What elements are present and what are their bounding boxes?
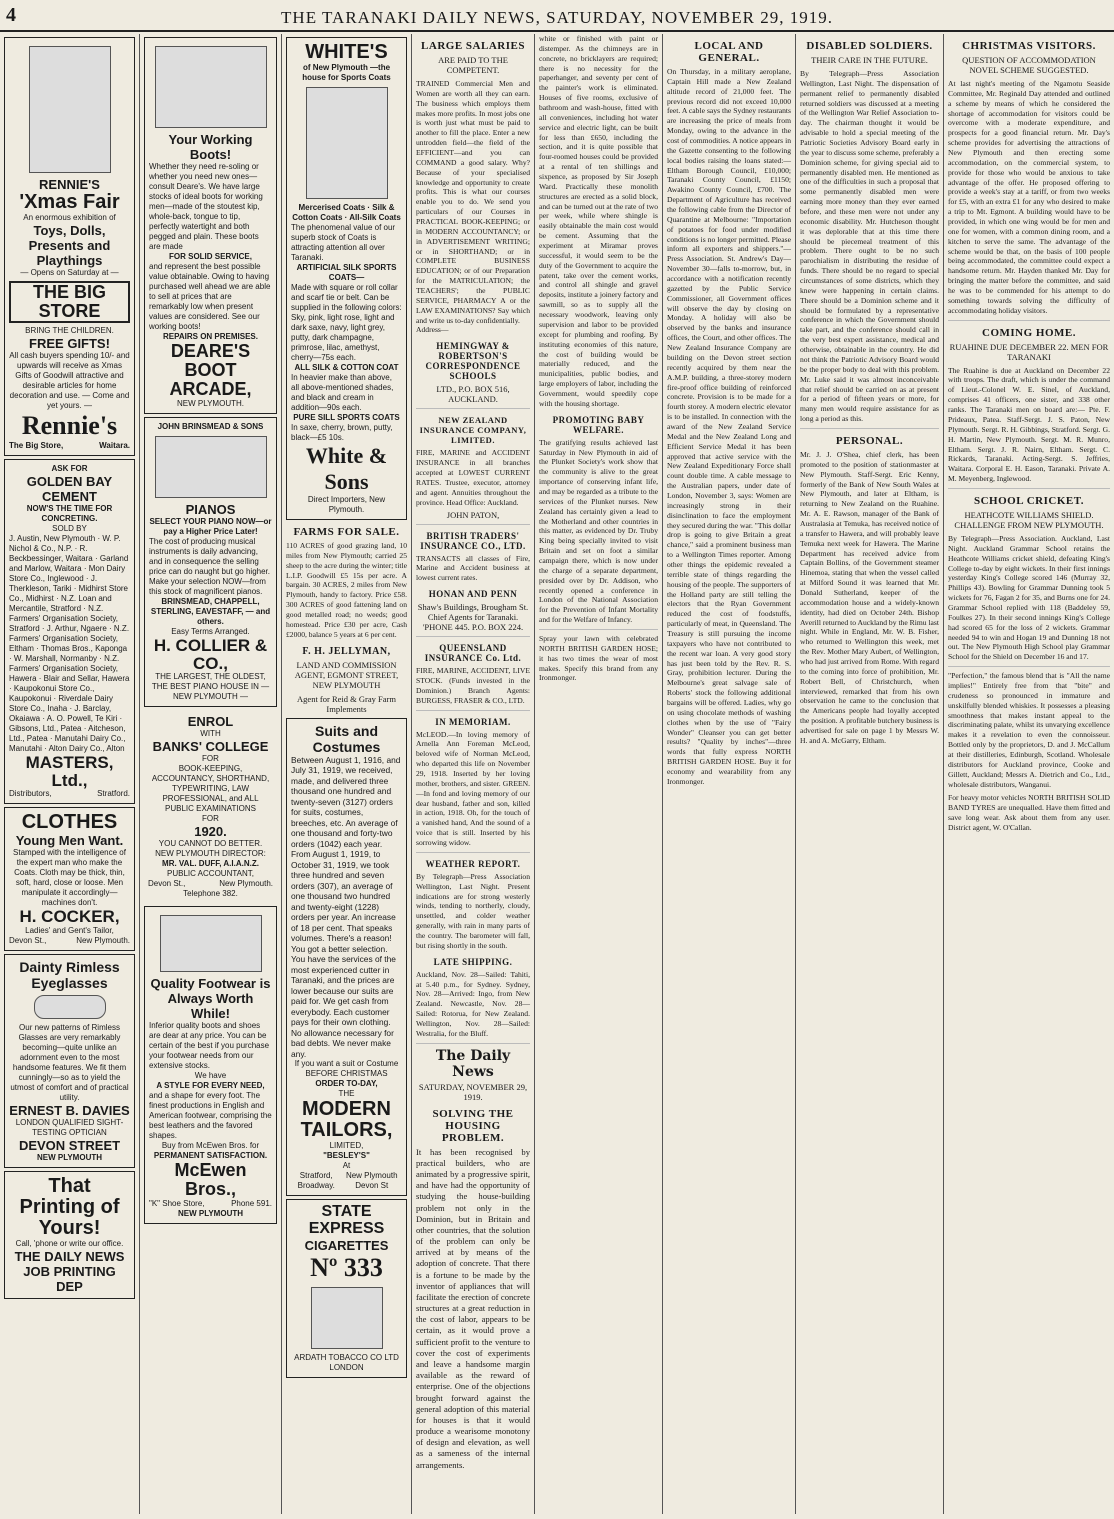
banks-text: BOOK-KEEPING, ACCOUNTANCY, SHORTHAND, TYPEWRITING, LAW PROFESSIONAL, and ALL PUBLIC EXAMINATIONS [151, 764, 270, 814]
newspaper-title: THE TARANAKI DAILY NEWS, SATURDAY, NOVEMBER 29, 1919. [281, 8, 833, 27]
pianos-brand: JOHN BRINSMEAD & SONS [157, 421, 264, 431]
state-express-ad [286, 1199, 407, 1378]
large-salaries-sub: ARE PAID TO THE COMPETENT. [438, 55, 508, 75]
divider [948, 666, 1110, 667]
weather-heading: WEATHER REPORT. [425, 858, 521, 869]
honan-name: HONAN AND PENN [428, 589, 518, 600]
modern-ltd: LIMITED, [329, 1141, 364, 1151]
christmas-visitors-heading: CHRISTMAS VISITORS. [962, 40, 1096, 52]
duff-sub: PUBLIC ACCOUNTANT, [167, 869, 254, 879]
divider [948, 320, 1110, 321]
column-1 [0, 34, 140, 1514]
banks-ad [144, 710, 277, 903]
divider [800, 428, 939, 429]
cement-name: GOLDEN BAY CEMENT [26, 473, 113, 504]
school-cricket-text: By Telegraph—Press Association. Auckland, Last Night. Auckland Grammar School retains the Heathcote Williams cricket shield, defeating King's College to-day by eight wickets. In their first innings yesterday King's College scored 146 (Murray 32, Phillips 43). Bowling for Grammar Dunning took 5 wickets for 76, Fagan 2 for 35, and Burns one for 24. Grammar School replied with 118 (Baddeley 59, Foulkes 27). In their second innings King's College had scored 65 for the loss of 2 wickets. Grammar needed 94 to win and Hogan 19 and Dunning 18 not out. The New Plymouth High School play Grammar School for the Shield on December 16 and 17. [948, 533, 1110, 662]
cement-now: NOW'S THE TIME FOR CONCRETING. [26, 503, 113, 523]
solving-housing-heading: SOLVING THE HOUSING PROBLEM. [432, 1107, 514, 1144]
clothes-title: CLOTHES [21, 811, 118, 834]
rennie-name: RENNIE'S [39, 177, 100, 192]
enrol-with: WITH [200, 729, 221, 739]
mcewen-np: NEW PLYMOUTH [177, 1209, 244, 1219]
pianos-terms: Easy Terms Arranged. [171, 626, 250, 636]
whites-foot: Direct Importers, New Plymouth. [307, 495, 386, 514]
shipping-heading: LATE SHIPPING. [433, 956, 513, 967]
baby-welfare-heading: PROMOTING BABY WELFARE. [552, 414, 645, 435]
boots-repair: REPAIRS ON PREMISES. [163, 332, 258, 341]
cigarettes-label: CIGARETTES [304, 1237, 389, 1253]
whites-text2: Made with square or roll collar and scarf tie or belt. Can be supplied in the following colors: Sky, pink, light rose, light and dark saxe, navy, light grey, putty, dark champagne, primrose, lilac, amethyst, cherry—75s each. [291, 283, 402, 362]
duff-tel: Telephone 382. [183, 889, 238, 899]
duff-footer [148, 879, 273, 889]
modern-right: New Plymouth Devon St [345, 1171, 398, 1191]
tailors-ad [286, 718, 407, 1197]
farms-text: 110 ACRES of good grazing land, 10 miles from New Plymouth; carried 25 sheep to the acre during the winter; title L.I.P. Goodwill £5 15s per acre. A bargain. 30 ACRES, 2 miles from New Plymouth, handy to factory. Price £58. 300 ACRES of good fattening land on good metalled road; no weeds; good homestead. Price £30 per acre, Cash £2000, balance 5 years at 6 per cent. [286, 541, 407, 639]
duff-left: Devon St., [148, 879, 186, 889]
masters-footer [9, 789, 130, 799]
disabled-soldiers-heading: DISABLED SOLDIERS. [806, 40, 933, 52]
school-cricket-heading: SCHOOL CRICKET. [974, 494, 1084, 507]
queensland-heading: QUEENSLAND INSURANCE Co. Ltd. [424, 643, 522, 664]
clothes-ad [4, 807, 135, 951]
davies-sub: LONDON QUALIFIED SIGHT-TESTING OPTICIAN [15, 1118, 124, 1138]
whites-art: ARTIFICIAL SILK SPORTS COATS— [296, 263, 397, 282]
masthead [0, 0, 1114, 32]
whites-pure: PURE SILL SPORTS COATS [293, 413, 400, 422]
santa-illustration [29, 46, 111, 173]
modern-besley: "BESLEY'S" [323, 1151, 370, 1161]
personal-text: Mr. J. J. O'Shea, chief clerk, has been promoted to the position of stationmaster at New Plymouth. Staff-Sergt. Eric Kenny, formerly of the Bank of New South Wales at New Plymouth, and later at Eltham, is returning to New Zealand on the Ruahine. Mr. A. E. Rawson, manager of the Bank of Australasia at Temuka, has received notice of a transfer to Hawera, and will probably leave Temuka next week for Hawera. The Marine Department has received advice from Captain Bollins, of the Government steamer Hinemoa, stating that when the vessel called at Milford Sound it was learned that Mr. Donald Sutherland, keeper of the accommodation house and a widely-known identity, had died on October 24th. Bishop Averill returned to Auckland by the Rimu last night. While in England, Mr. W. B. Fisher, who returned to Wellington this week, met the Rev. Mother Mary Aubert, of Wellington, who had just arrived from Rome. With regard to the coming into force of prohibition, Mr. Robert Bell, of Christchurch, when interviewed, remarked that from his own observation he came to the conclusion that the Americans people had loyally accepted the position. A profitable butchery business is advertised for sale on page 1 by Messrs W. H. and A. McGarry, Eltham. [800, 449, 939, 745]
boots-text: Whether they need re-soling or whether you need new ones—consult Deare's. We have large stocks of ideal boots for working men—made of the stoutest kip, whole-back, tongue to tip, perfectly watertight and both pegged and plain. These boots are made [149, 162, 263, 251]
banks-director: NEW PLYMOUTH DIRECTOR: [155, 849, 266, 859]
boots-solid: FOR SOLID SERVICE, [169, 252, 252, 261]
disabled-soldiers-text: By Telegraph—Press Association Wellington, Last Night. The dispensation of permanent relief to permanently disabled returned soldiers was discussed at a meeting of the Wellington War Relief Association to-day. The chairman thought it would be advisable to hold a special meeting of the Patriotic Societies Advisory Board early in the year to discuss some scheme, preferably a Dominion scheme, for giving special aid to permanently disabled men. He mentioned as one of the difficulties in such a proposal that some permanently disabled men were earning more money than they ever earned before, and these men were not under any economic disability. Mr. Hutcheson thought it was deplorable that at this time there should be piecemeal treatment of this problem. There ought to be no such parochialism in distributing the residue of funds. There should be no regard to special circumstances of some districts, which they knew were happening in certain claims. There should be a Dominion scheme and it should be formulated by a representative conference in which the Government should take part, and the conference should call in the very best expert assistance, medical and otherwise, obtainable in the country. He did not think the Patriotic Advisory Board would be the proper body to deal with this problem. Mr. Luke said it was almost inconceivable that relief should be carried on as at present for a period of fifteen years or more, for many men would require assistance for as long a period as this. [800, 69, 939, 424]
pianos-title: PIANOS [185, 501, 236, 517]
jellyman-sub: LAND AND COMMISSION AGENT, EGMONT STREET, NEW PLYMOUTH [294, 659, 399, 690]
weather-text: By Telegraph—Press Association Wellington, Last Night. Present indications are for strong westerly winds, tending to northerly, cloudy, unsettled, and colder weather generally, with rain in many parts of the country. The barometer will fall, but rising shortly in the south. [416, 871, 530, 950]
jellyman-agent: Agent for Reid & Gray Farm Implements [297, 693, 396, 714]
divider [416, 710, 530, 711]
personal-heading: PERSONAL. [835, 434, 904, 447]
piano-illustration [155, 436, 267, 498]
hemingway-sub: LTD., P.O. BOX 516, AUCKLAND. [436, 384, 510, 405]
footwear-perm: PERMANENT SATISFACTION. [153, 1151, 268, 1161]
cocker-sub: Ladies' and Gent's Tailor, [25, 926, 114, 936]
footwear-text2: and a shape for every foot. The finest productions in English and American footwear, comprising the best leathers and the favored shapes. [149, 1091, 272, 1141]
cement-sold: SOLD BY [52, 523, 87, 533]
christmas-visitors-text: At last night's meeting of the Ngamotu Seaside Committee, Mr. Reginald Day attended and outlined a scheme by means of which he considered the shortage of accommodation for visitors could be overcome with a moderate expenditure, and prospects for a good financial return. Mr. Day's scheme provides for advertising the attractions of New Plymouth and then erecting some accommodation, on the commercial system, to provide for those who would be anxious to take advantage of the offer. He proposed offering to provide a week's stay at a tariff, or from two weeks for £5, with an extra £1 for any who desired to make a trip to Mt. Egmont. A building would have to be provided, in which one wing would be for men and one for women, with a common dining room, and a kitchen to serve the same. The advantage of the scheme would be that, on the basis of 100 people being accommodated, the committee could expect a handsome return. Mr. Hayden thanked Mr. Day for bringing the matter before the committee, and said he was to be commended for his attempt to do something towards solving the difficulty of accommodating holiday visitors. [948, 79, 1110, 315]
suits-text: Between August 1, 1916, and July 31, 1919, we received, made, and delivered three thousand one hundred and twenty-seven (3127) orders for suits, costumes, breeches, etc. An average of one thousand and forty-two orders (1042) each year. From August 1, 1919, to October 31, 1919, we took three hundred and seven orders (307), an average of one thousand two hundred and twenty-eight (1228) orders per year. An increase of 18 per cent. That speaks volumes. There's a reason! You got a better selection. You have the services of the most experienced cutter in Taranaki, and the prices are lower because our suits are paid for. We get cash from everybody. Each customer pays for their own clothing. No allowance necessary for bad debts. We never make any. [291, 754, 401, 1059]
mcewen-left: "K" Shoe Store, [149, 1199, 205, 1209]
masters-name: MASTERS, Ltd., [25, 752, 114, 790]
state-express-title: STATE EXPRESS [308, 1203, 385, 1237]
davies-name: ERNEST B. DAVIES [9, 1103, 130, 1119]
cocker-right: New Plymouth. [76, 936, 130, 946]
large-salaries-heading: LARGE SALARIES [421, 40, 525, 52]
column-5 [535, 34, 663, 1514]
nz-insurance-text: FIRE, MARINE and ACCIDENT INSURANCE in all branches accepted at LOWEST CURRENT RATES. Trustee, executor, attorney and agent. Annuities throughout the province. Head Office: Auckland. [416, 448, 530, 507]
large-salaries-address: Address— [416, 325, 449, 335]
collier-sub: THE LARGEST, THE OLDEST, THE BEST PIANO HOUSE IN — NEW PLYMOUTH — [151, 672, 270, 702]
dainty-title: Dainty Rimless Eyeglasses [19, 959, 120, 992]
rennie-bring: BRING THE CHILDREN. [25, 325, 114, 335]
no333-label: Nº 333 [310, 1252, 383, 1282]
rennie-fair: 'Xmas Fair [19, 191, 120, 213]
disabled-soldiers-sub: THEIR CARE IN THE FUTURE. [811, 55, 928, 65]
boots-ad [144, 37, 277, 414]
banks-name: BANKS' COLLEGE [152, 739, 269, 755]
shipping-text: Auckland, Nov. 28—Sailed: Tahiti, at 5.40 p.m., for Sydney. Sydney, Nov. 28—Arrived: Ingo, from New Zealand. Newcastle, Nov. 28—Sailed: Rotorua, for New Zealand. Wellington, Nov. 28—Sailed: Westralia, for the Bluff. [416, 969, 530, 1038]
mcewen-footer [149, 1199, 272, 1209]
davies-np: NEW PLYMOUTH [36, 1153, 103, 1163]
farms-heading: FARMS FOR SALE. [293, 526, 400, 538]
nz-insurance-heading: NEW ZEALAND INSURANCE COMPANY, LIMITED. [419, 415, 527, 446]
whites-title: WHITE'S [305, 41, 388, 63]
solid-tyres-text: For heavy motor vehicles NORTH BRITISH SOLID BAND TYRES are unequalled. Have them fitted and save long wear. Ask about them from any user. District agent, W. O'Callan. [948, 793, 1110, 832]
perfection-whisky-text: "Perfection," the famous blend that is "All the name implies!" Entirely free from that "bite" and crudeness so pronounced in immature and unskilfully blended whiskies. It possesses a pleasing smoothness that makes instant appeal to the discriminating palate, whilst its unvarying excellence makes it a revelation to even the connoisseur. Bottled only by the proprietors, D. and J. McCallum at their distilleries, Edinburgh, Scotland. Wholesale distributors for Auckland province, Cooke and Gillett, Auckland; Messrs A. Dietrich and Co., Ltd., wholesale distributors, Wanganui. [948, 671, 1110, 789]
rennie-gifts-text: All cash buyers spending 10/- and upwards will receive as Xmas Gifts of Goodwill attractive and desirable articles for home decoration and use. — Come and yet yours. — [9, 350, 130, 410]
duff-name: MR. VAL. DUFF, A.I.A.N.Z. [162, 859, 259, 869]
boots-text2: and represent the best possible value obtainable. Owing to having purchased well ahead we are able to sell at prices that are remarkably low when present values are considered. See our working boots! [149, 262, 271, 331]
large-salaries-text: TRAINED Commercial Men and Women are worth all they can earn. The business which employs them makes more profits. In most jobs one is worth just what must be paid to another to fill the place. Enter a new untrodden field—the field of the EFFICIENT—and you can COMMAND a good salary. Why? Because of your specialised knowledge and opportunity to create profits. This is what our courses enable you to do. We send you particulars of our Courses in PRACTICAL BOOK-KEEPING; or in MODERN ACCOUNTANCY; or in ADVERTISEMENT WRITING; or in SHORTHAND; or in COMPLETE BUSINESS EDUCATION; or of our Preparation for the MATRICULATION; the TEACHERS'; the PUBLIC SERVICE, PHARMACY A or the LAW EXAMINATIONS? Say which and write us to-day confidentially. [416, 79, 530, 325]
whites-items: Mercerised Coats · Silk & Cotton Coats · All-Silk Coats [292, 203, 401, 222]
whites-sub: of New Plymouth —the house for Sports Coats [302, 63, 391, 82]
whites-cotton: ALL SILK & COTTON COAT [294, 363, 399, 372]
jellyman-name: F. H. JELLYMAN, [302, 645, 391, 657]
masters-right: Stratford. [97, 789, 130, 799]
divider [539, 629, 658, 630]
school-cricket-sub: HEATHCOTE WILLIAMS SHIELD. CHALLENGE FROM NEW PLYMOUTH. [954, 509, 1104, 530]
divider [948, 488, 1110, 489]
honan-sub: Shaw's Buildings, Brougham St. Chief Agents for Taranaki. 'PHONE 445. P.O. BOX 224. [417, 602, 529, 633]
boots-heading: Your Working Boots! [168, 132, 253, 162]
divider [416, 1043, 530, 1044]
clothes-text: Stamped with the intelligence of the expert man who make the Coats. Cloth may be thick, thin, soft, hard, close or loose. Men manipulate it accordingly— machines don't. [13, 848, 126, 908]
davies-street: DEVON STREET [18, 1138, 121, 1154]
eyeglasses-illustration [34, 995, 106, 1019]
page-number: 4 [6, 4, 16, 26]
column-3 [282, 34, 412, 1514]
daily-news-date: SATURDAY, NOVEMBER 29, 1919. [418, 1081, 528, 1102]
whites-text3: In heavier make than above, all above-mentioned shades, and black and cream in addition—90s each. [291, 373, 394, 412]
cement-ask: ASK FOR [51, 463, 88, 473]
deare-name: DEARE'S BOOT ARCADE, [169, 341, 252, 399]
deare-np: NEW PLYMOUTH. [177, 398, 244, 408]
british-traders-heading: BRITISH TRADERS' INSURANCE CO., LTD. [420, 530, 526, 551]
footwear-have: We have [194, 1071, 227, 1081]
modern-footer [291, 1171, 402, 1191]
collier-name: H. COLLIER & CO., [153, 635, 268, 673]
pianos-brands: BRINSMEAD, CHAPPELL, STERLING, EAVESTAFF, — and others. [150, 596, 271, 626]
whites-logo: White & Sons [305, 443, 388, 494]
local-general-text: On Thursday, in a military aeroplane, Captain Hill made a New Zealand altitude record of 21,000 feet. The previous record did not exceed 10,000 feet. A cable says the Sydney restaurants are increasing the price of meals from Monday, owing to the advance in the cost of commodities. A notice appears in the Gazette consenting to the following local bodies raising the loans stated:—Eltham Borough Council, £10,000; Taranaki County Council, £1150; Awakino County Council, £700. The Department of Agriculture has received the following cable from the Director of Quarantine at Melbourne: "Importation of potatoes for food under modified conditions is no longer permitted. Please inform all exporters and shippers."—Press Association. St. Andrew's Day—November 30—falls to-morrow, but, in accordance with a notification recently gazetted by the Public Service Commissioner, all Government offices will observe the day by closing on Monday. A holiday will also be observed by the banks and insurance offices, the Court, and other offices. The New Zealand Insurance Company are building on the Devon street section recently acquired by them near the A.M.P. building, a three-storey modern fire-proof office building of reinforced concrete. Provision is to be made for a fourth storey. A modern electric elevator is to be installed. In connection with the award of the New Zealand Service Medal and the New Zealand Long and Efficient Service Medal it has been approved that active service with the New Zealand Expeditionary Force shall count double time. A cable message to the Australian papers, under date of London, November 3, says: Women are increasingly strong in their disinclination to face the employment they secured during the war. "This dollar drop is going to give Britain a great chance," said a prominent business man to a Wellington Times reporter. Among other things the epidemic revealed a terrible state of things regarding the housing of the people. The supporters of the Holland party are still telling the electors that the Ryan Government reduced the cost of foodstuffs, particularly of meat, in Queensland. The Treasury is still pursuing the income taxpayers who have not contributed to the recent war loan. A very good story has just been told by the Rev. R. S. Gray, prohibition lecturer. During the Melbourne's great salvage sale of Roberts' stock the following additional bargains will be offered. Ladies, why go on using chocolate methods of washing clothes when by the use of "Fairy Wonder" Cleanser you can get better results? "Quality by inches"—three words that fully express NORTH BRITISH GARDEN HOSE. Buy it for economy and wearability from any Ironmonger. [667, 67, 791, 786]
modern-at: At [342, 1161, 351, 1171]
rennie-opens: — Opens on Saturday at — [20, 268, 119, 277]
memoriam-text: McLEOD.—In loving memory of Arnella Ann Foreman McLeod, beloved wife of Norman McLeod, who departed this life on November 29, 1918. Inserted by her loving mother, brothers, and sister. GREEN.—In fond and loving memory of our dear husband, father and son, killed in action, 1918. Oh, for the touch of a vanished hand, And the sound of a voice that is still. Inserted by his sorrowing widow. [416, 729, 530, 847]
rennie-store: THE BIG STORE [9, 281, 130, 323]
boots-illustration [155, 46, 267, 128]
printing-dn: THE DAILY NEWS [14, 1249, 125, 1265]
enrol: ENROL [187, 714, 234, 730]
baby-welfare-text: The gratifying results achieved last Saturday in New Plymouth in aid of the Plunket Society's work show that the community is alive to the great importance of conserving infant life, and may be regarded as a tribute to the services of the Plunket nurses. New Zealand has certainly given a lead to the Motherland and other countries in this matter, as evidenced by Dr. Truby King being specially invited to visit Britain and set on foot a similar campaign there, which is now under the charge of a separate department, presided over by Dr. Addison, who recently opened a conference in London of the National Association for the Prevention of Infant Mortality and for the Welfare of Infancy. [539, 437, 658, 625]
banks-for: FOR [202, 754, 219, 764]
christmas-visitors-sub: QUESTION OF ACCOMMODATION NOVEL SCHEME SUGGESTED. [962, 55, 1096, 75]
coat-illustration [306, 87, 388, 199]
whites-ad [286, 37, 407, 520]
ardath-label: ARDATH TOBACCO CO LTD LONDON [294, 1352, 399, 1372]
mcewen-right: Phone 591. [231, 1199, 272, 1209]
rennie-logo: Rennie's [21, 410, 118, 440]
suits-heading: Suits and Costumes [312, 722, 381, 755]
footwear-heading: Quality Footwear is Always Worth While! [150, 976, 271, 1022]
pianos-text: The cost of producing musical instruments is daily advancing, and in consequence the selling price can do naught but go higher. Make your selection NOW—from this stock of magnificent pianos. [149, 536, 270, 596]
rennie-text: An enormous exhibition of [23, 213, 116, 222]
suits-order: ORDER TO-DAY, [315, 1079, 378, 1089]
cocker-name: H. COCKER, [19, 907, 120, 927]
column-4 [412, 34, 535, 1514]
rennie-gifts: FREE GIFTS! [29, 335, 110, 351]
modern-name: MODERN TAILORS, [300, 1098, 393, 1142]
coming-home-sub: RUAHINE DUE DECEMBER 22. MEN FOR TARANAKI [949, 341, 1109, 362]
coming-home-heading: COMING HOME. [982, 326, 1076, 339]
banks-cannot: YOU CANNOT DO BETTER. [158, 839, 263, 849]
column-2 [140, 34, 282, 1514]
pianos-ad [144, 417, 277, 708]
housing-continued-text: white or finished with paint or distemper. As the chimneys are in concrete, no bricklayers are required; there is no necessity for the paperhanger, and seventy per cent of the painter's work is eliminated. Houses of five rooms, exclusive of bathroom and wash-house, fitted with all conveniences, including hot water service and electric light, can be built for less than £650, including the section, and it is quite possible that four-roomed houses could be provided at a rental of ten shillings and sixpence, as proposed by Sir Joseph Ward. Practically these monolith structures are erected as a solid block, and can be turned out at the rate of two per week, while where shingle is easily obtainable the main cost would be cement. Assuming that the experiment at Miramar proves successful, it would seem to be the duty of the Government to acquire the patent, take over the cement works, and control all shingle and gravel deposits, institute a joinery factory and sawmill, so as to supply all the necessary woodwork, leaving only supervision and labor to be provided except for plumbing and roofing. By instituting economies of this nature, the cost of building would be materially reduced, and the municipalities, public bodies, and large employers of labor, including the Government, would speedily cope with the housing shortage. [539, 34, 658, 408]
rennie-foot-right: Waitara. [99, 440, 130, 450]
whites-text: The phenomenal value of our superb stock of Coats is attracting attention all over Taranaki. [291, 223, 396, 262]
rennie-footer [9, 441, 130, 451]
rennie-foot-left: The Big Store, [9, 440, 64, 450]
rennie-toys: Toys, Dolls, Presents and Playthings [28, 223, 111, 268]
banks-for2: FOR [202, 814, 219, 824]
printing-job: JOB PRINTING DEP [23, 1264, 116, 1295]
printing-call: Call, 'phone or write our office. [15, 1239, 124, 1249]
garden-hose-text: Spray your lawn with celebrated NORTH BRITISH GARDEN HOSE; it has two times the wear of most makes. Specify this brand from any Ironmonger. [539, 633, 658, 683]
modern-left: Stratford, Broadway. [297, 1171, 335, 1191]
hemingway-name: HEMINGWAY & ROBERTSON'S CORRESPONDENCE SCHOOLS [425, 341, 521, 382]
masters-left: Distributors, [9, 789, 52, 799]
clothes-sub: Young Men Want. [15, 833, 124, 849]
banks-year: 1920. [194, 824, 227, 840]
rennie-ad [4, 37, 135, 456]
divider [416, 524, 530, 525]
column-6 [663, 34, 796, 1514]
printing-title: That Printing of Yours! [19, 1175, 120, 1240]
nz-insurance-paton: JOHN PATON, [446, 509, 500, 520]
eyeglasses-ad [4, 954, 135, 1168]
divider [416, 636, 530, 637]
solving-housing-text: It has been recognised by practical builders, who are animated by a progressive spirit, and have had the opportunity of studying the house-building problem not only in the Dominion, but in Britain and other countries, that the solution of the problem can only be arrived at by means of the adoption of concrete. That there is a fortune to be made by the inventor of appliances that will facilitate the erection of concrete structures at a great reduction in the cost of labor, appears to be certain, as it would prove a sufficient profit to the venture to cover the cost of experiments and leave a handsome margin available as the reward of enterprise. One of the objections brought forward against the general adoption of this material for houses is that it would produce a wearisome monotony of design and elevation, as well as a sameness of the internal arrangements. [416, 1146, 530, 1470]
divider [416, 408, 530, 409]
british-traders-text: TRANSACTS all classes of Fire, Marine and Accident business at lowest current rates. [416, 553, 530, 583]
duff-right: New Plymouth. [219, 879, 273, 889]
modern-the: THE [338, 1089, 355, 1099]
cocker-left: Devon St., [9, 936, 47, 946]
divider [416, 852, 530, 853]
daily-news-logo: The Daily News [435, 1047, 511, 1080]
local-general-heading: LOCAL AND GENERAL. [694, 40, 764, 64]
footwear-text: Inferior quality boots and shoes are dear at any price. You can be certain of the best if you purchase your footwear needs from our extensive stocks. [149, 1021, 270, 1071]
footwear-buy: Buy from McEwen Bros. for [161, 1141, 260, 1151]
suits-if: If you want a suit or Costume BEFORE CHRISTMAS [294, 1059, 399, 1079]
shoe-illustration [160, 915, 262, 972]
footwear-style: A STYLE FOR EVERY NEED, [156, 1081, 265, 1091]
coming-home-text: The Ruahine is due at Auckland on December 22 with troops. The draft, which is under the command of Lieut.-Colonel W. E. Sinel, of Auckland, comprises 41 officers, one sister, and 338 other ranks. The Taranaki men on board are:— Pte. F. Prideaux, Patea. Staff-Sergt. J. S. Paton, New Plymouth. Sergt. R. H. Gibbings, Stratford. Sergt. G. H. Martin, New Plymouth. Sergt. M. R. Munro, Eltham. Sergt. J. R. Nairn, Eltham. Sergt. C. Rickards, Taranaki. Acting-Sergt. S. Jeffries, Waitara. Corporal E. H. Eason, Taranaki. Private A. M. Meyenberg, Inglewood. [948, 365, 1110, 484]
cigarette-tin-illustration [311, 1287, 383, 1349]
cement-ad [4, 459, 135, 805]
queensland-text: FIRE, MARINE, ACCIDENT, LIVE STOCK. (Funds invested in the Dominion.) Branch Agents: BURGESS, FRASER & CO., LTD. [416, 666, 530, 705]
printing-ad [4, 1171, 135, 1299]
footwear-ad [144, 906, 277, 1224]
memoriam-heading: IN MEMORIAM. [435, 716, 511, 727]
column-8 [944, 34, 1114, 1514]
cocker-footer [9, 936, 130, 946]
pianos-select: SELECT YOUR PIANO NOW—or pay a Higher Price Later! [149, 516, 272, 536]
mcewen-name: McEwen Bros., [174, 1160, 247, 1200]
whites-text4: In saxe, cherry, brown, putty, black—£5 10s. [291, 423, 393, 442]
cement-list: J. Austin, New Plymouth · W. P. Nichol & Co., N.P. · R. Beckbessinger, Waitara · Garland and Marlow, Waitara · Mon Dairy Store Co., Inglewood · J. Therkleson, Tariki · Midhirst Store Co., Midhirst · N.Z. Loan and Mercantile, Stratford · N.Z. Farmers' Organisation Society, Stratford · J. Arthur, Ngaere · N.Z. Farmers' Organisation Society, Eltham · Thomas Bros., Kaponga · W. Marshall, Normanby · N.Z. Farmers' Organisation Society, Hawera · Blair and Sellar, Hawera · Kaupokonui Store Co., Kaupokonui · Riverdale Dairy Store Co., Inaha · J. Barclay, Okaiawa · A. O. Powell, Te Kiri · Gibsons, Ltd., Patea · Aitcheson, Ltd., Patea · Manutahi Dairy Co., Manutahi · Alton Dairy Co., Alton [9, 533, 130, 753]
dainty-text: Our new patterns of Rimless Glasses are very remarkably becoming—quite unlike an adornment even to the most handsome features. We fit them cunningly—so as to yield the utmost of comfort and of practical utility. [10, 1023, 129, 1103]
column-7 [796, 34, 944, 1514]
